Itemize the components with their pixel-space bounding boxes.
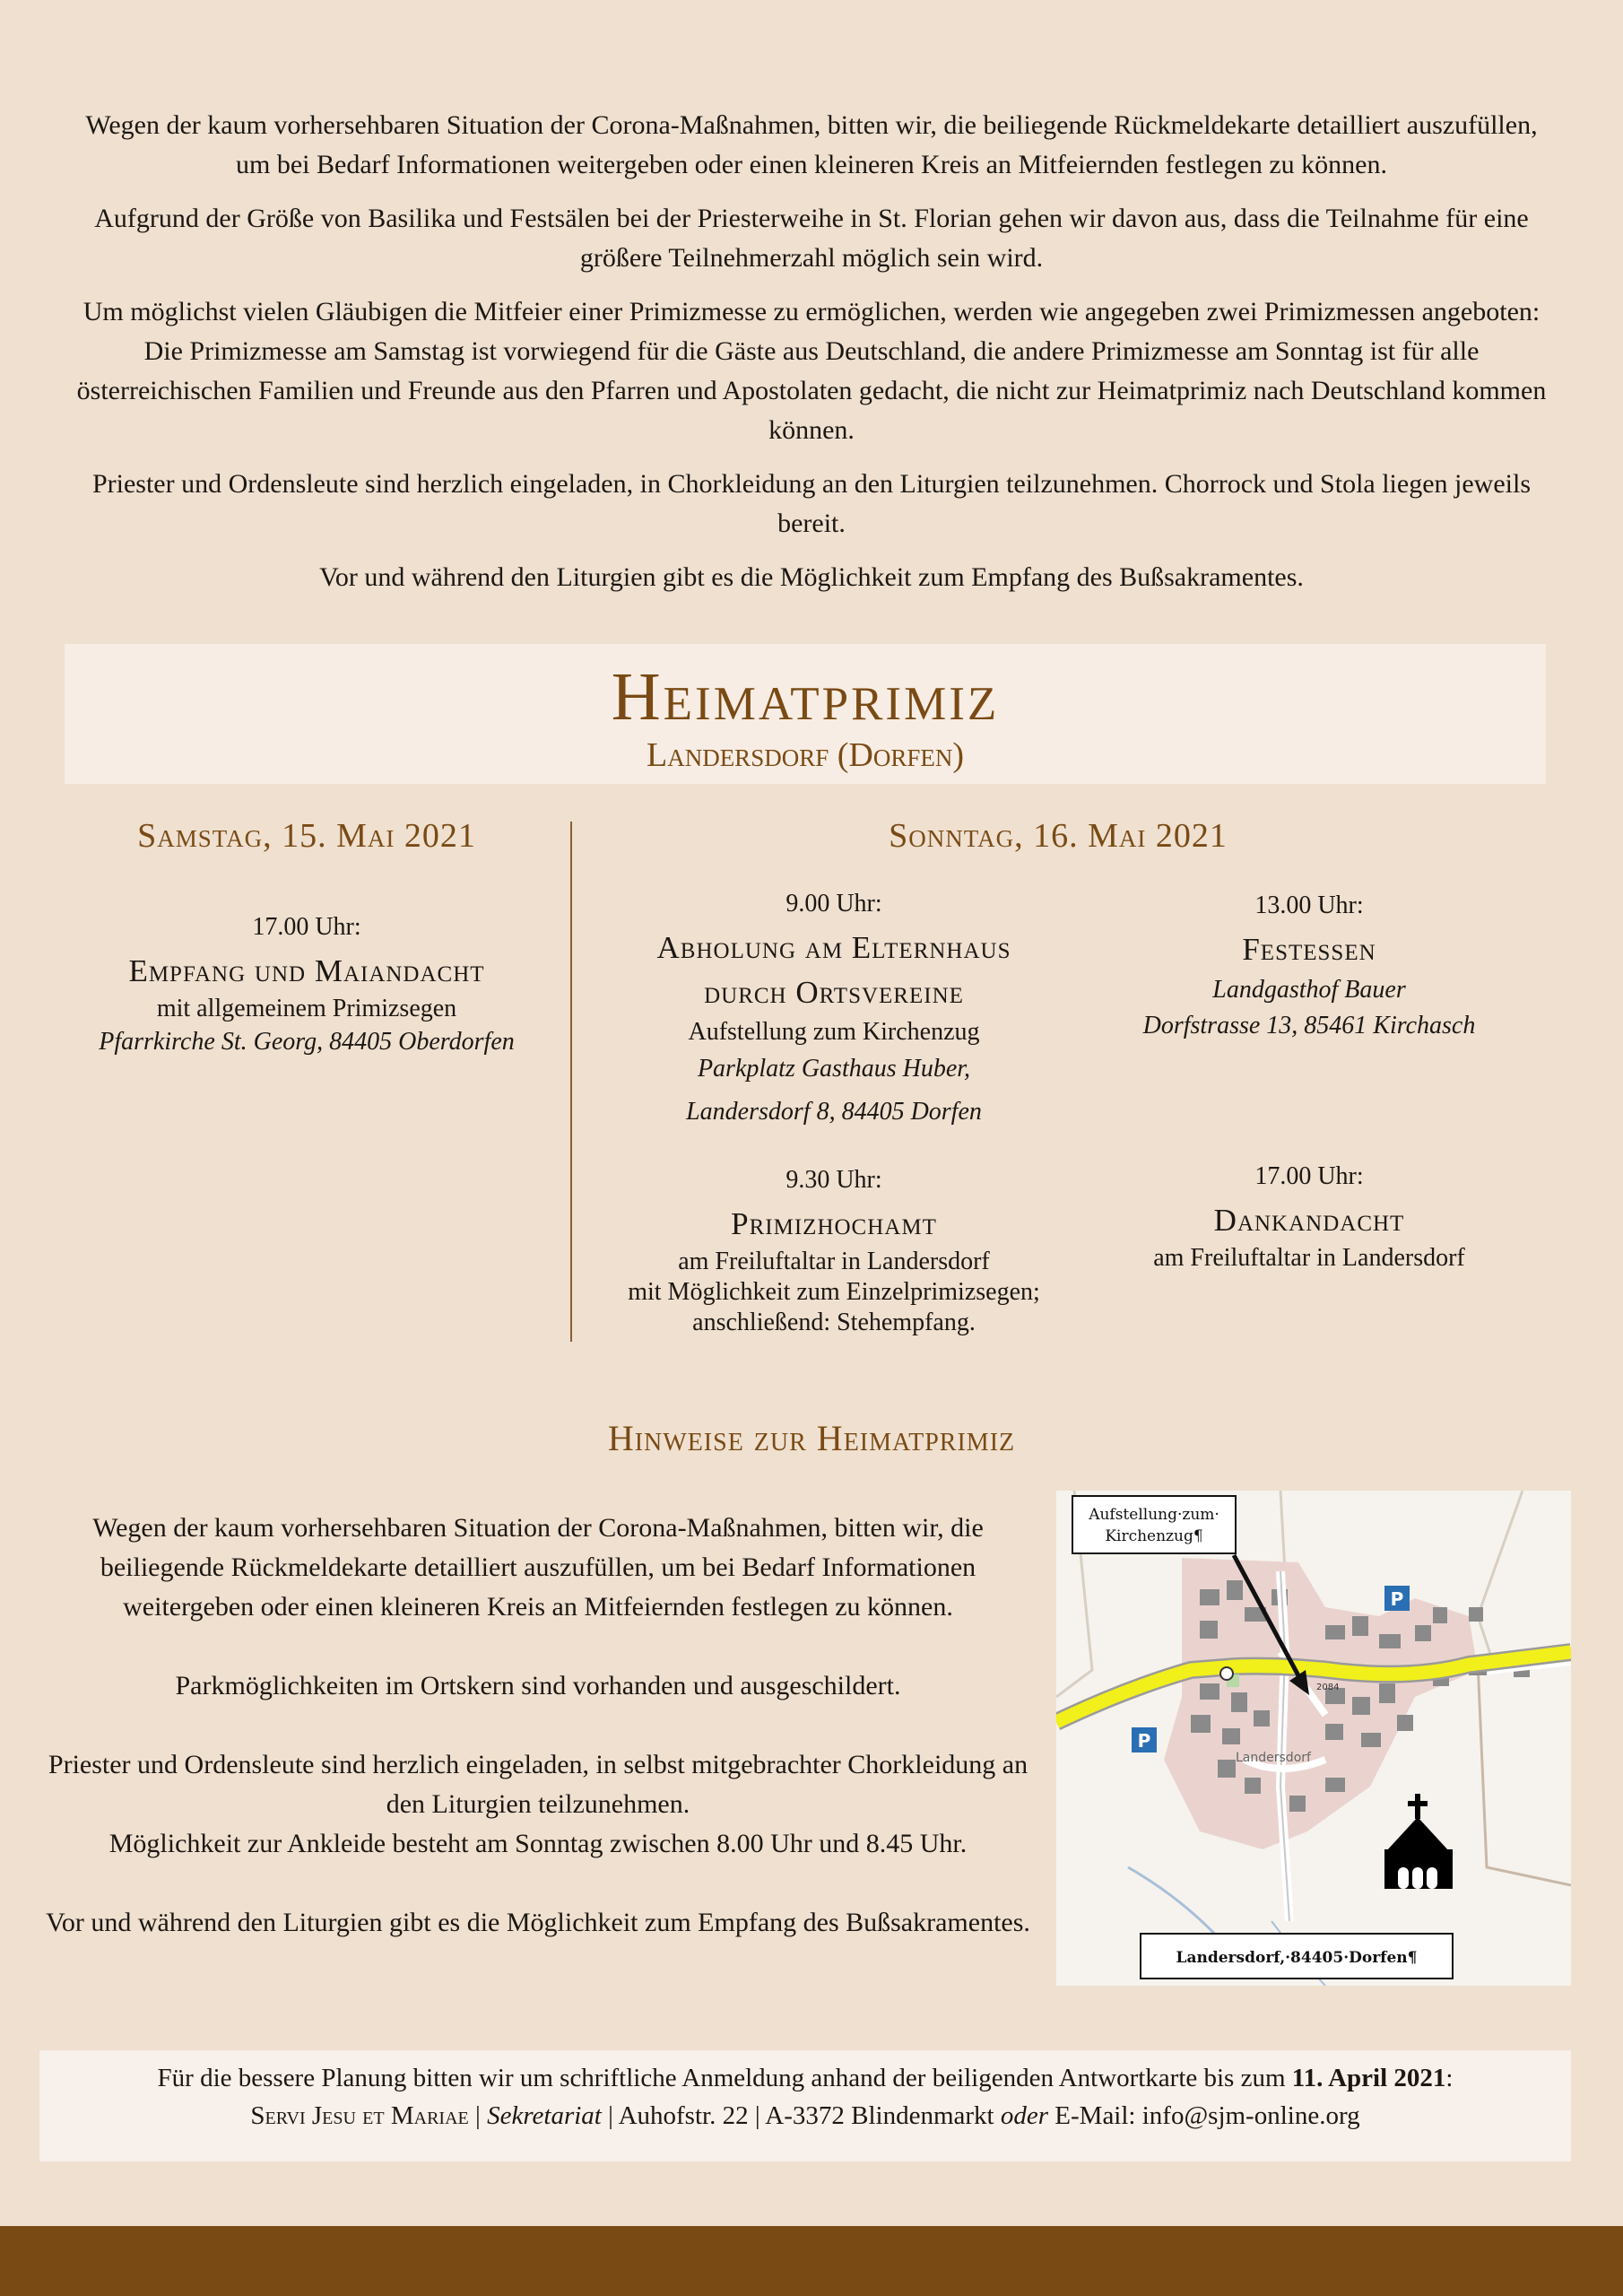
title-banner — [65, 644, 1546, 784]
sunday-event-4 — [1103, 1161, 1515, 1274]
intro-text — [72, 106, 1551, 612]
hints-heading: Hinweise zur Heimatprimiz — [607, 1418, 1016, 1458]
sunday-event-2-time: 9.30 Uhr: — [785, 1166, 882, 1194]
sunday-heading: Sonntag, 16. Mai 2021 — [889, 817, 1228, 855]
intro-paragraph-3: Um möglichst vielen Gläubigen die Mitfeier einer Primizmesse zu ermöglichen, werden wie angegeben zwei Primizmessen angeboten: Die Primizmesse am Samstag ist vorwiegend für die Gäste aus Deutschland, die andere Primizmesse am Sonntag ist für alle österreichischen Familien und Freunde aus den Pfarren und Apostolaten gedacht, die nicht zur Heimatprimiz nach Deutschland kommen können. — [76, 297, 1547, 445]
saturday-event: Empfang und Maiandacht — [128, 953, 485, 988]
map-callout-line-2: Kirchenzug¶ — [1105, 1527, 1203, 1545]
footer-text: Für die bessere Planung bitten wir um schriftliche Anmeldung anhand der beiligenden Antwortkarte bis zum — [157, 2064, 1286, 2092]
column-divider — [570, 822, 572, 1342]
sunday-event-4-desc: am Freiluftaltar in Landersdorf — [1153, 1244, 1465, 1272]
footer-office: Sekretariat — [487, 2101, 602, 2130]
footer-registration — [39, 2050, 1571, 2161]
footer-email[interactable]: E-Mail: info@sjm-online.org — [1055, 2101, 1360, 2130]
parking-sign-1 — [1384, 1586, 1410, 1611]
saturday-time: 17.00 Uhr: — [252, 913, 361, 941]
sunday-event-3-loc-1: Landgasthof Bauer — [1212, 976, 1406, 1004]
sunday-event-4-time: 17.00 Uhr: — [1254, 1162, 1364, 1190]
sunday-event-1-title-2: durch Ortsvereine — [704, 975, 964, 1010]
banner-subtitle: Landersdorf (Dorfen) — [646, 736, 964, 774]
hints-paragraph-4: Vor und während den Liturgien gibt es die Möglichkeit zum Empfang des Bußsakramentes. — [46, 1908, 1030, 1937]
banner-title: Heimatprimiz — [611, 659, 1000, 735]
footer-sep-2: | — [608, 2101, 613, 2130]
sunday-event-2-desc-3: anschließend: Stehempfang. — [692, 1309, 976, 1336]
footer-line-2 — [39, 2097, 1571, 2135]
sunday-event-2-desc-1: am Freiluftaltar in Landersdorf — [678, 1248, 990, 1275]
intro-paragraph-1: Wegen der kaum vorhersehbaren Situation der Corona-Maßnahmen, bitten wir, die beiliegende Rückmeldekarte detailliert auszufüllen, um bei Bedarf Informationen weitergeben oder einen kleineren Kreis an Mitfeiernden festlegen zu können. — [85, 110, 1538, 179]
sunday-event-2-desc-2: mit Möglichkeit zum Einzelprimizsegen; — [628, 1278, 1040, 1306]
footer-sep: | — [475, 2101, 481, 2130]
hints-paragraph-3b: Möglichkeit zur Ankleide besteht am Sonntag zwischen 8.00 Uhr und 8.45 Uhr. — [108, 1829, 968, 1858]
sunday-event-1 — [592, 888, 1076, 1134]
footer-address: Auhofstr. 22 | A-3372 Blindenmarkt — [618, 2101, 994, 2130]
hints-paragraph-3a: Priester und Ordensleute sind herzlich eingeladen, in selbst mitgebrachter Chorkleidung an den Liturgien teilzunehmen. — [48, 1750, 1028, 1819]
sunday-event-1-loc-2: Landersdorf 8, 84405 Dorfen — [686, 1098, 982, 1126]
parking-sign-2 — [1132, 1727, 1157, 1752]
intro-paragraph-5: Vor und während den Liturgien gibt es die Möglichkeit zum Empfang des Bußsakramentes. — [319, 562, 1304, 592]
sunday-event-2-title: Primizhochamt — [731, 1206, 937, 1241]
saturday-column — [65, 816, 549, 1060]
sunday-event-4-title: Dankandacht — [1213, 1203, 1405, 1238]
svg-text:P: P — [1390, 1588, 1404, 1610]
hints-paragraph-2: Parkmöglichkeiten im Ortskern sind vorhanden und ausgeschildert. — [175, 1671, 901, 1700]
saturday-heading: Samstag, 15. Mai 2021 — [137, 817, 476, 855]
sunday-event-1-time: 9.00 Uhr: — [785, 890, 882, 918]
saturday-location: Pfarrkirche St. Georg, 84405 Oberdorfen — [99, 1028, 515, 1056]
footer-or: oder — [1000, 2101, 1049, 2130]
sunday-event-3-title: Festessen — [1242, 932, 1376, 967]
hints-text — [39, 1509, 1037, 1982]
sunday-event-1-desc: Aufstellung zum Kirchenzug — [688, 1018, 980, 1046]
sunday-event-1-loc-1: Parkplatz Gasthaus Huber, — [697, 1055, 971, 1083]
intro-paragraph-2: Aufgrund der Größe von Basilika und Festsälen bei der Priesterweihe in St. Florian gehen wir davon aus, dass die Teilnahme für eine größere Teilnehmerzahl möglich sein wird. — [94, 204, 1529, 273]
footer-colon: : — [1445, 2064, 1454, 2092]
saturday-desc: mit allgemeinem Primizsegen — [156, 995, 457, 1022]
sunday-event-3-loc-2: Dorfstrasse 13, 85461 Kirchasch — [1142, 1012, 1476, 1039]
footer-org: Servi Jesu et Mariae — [250, 2101, 469, 2130]
sunday-event-2 — [592, 1164, 1076, 1338]
sunday-event-1-title-1: Abholung am Elternhaus — [656, 930, 1011, 965]
footer-deadline: 11. April 2021 — [1291, 2064, 1446, 2092]
map-callout-line-1: Aufstellung·zum· — [1089, 1506, 1219, 1524]
map-village-label: Landersdorf — [1236, 1751, 1311, 1765]
sunday-event-3 — [1103, 890, 1515, 1044]
hints-paragraph-1: Wegen der kaum vorhersehbaren Situation der Corona-Maßnahmen, bitten wir, die beiliegende Rückmeldekarte detailliert auszufüllen, um bei Bedarf Informationen weitergeben oder einen kleineren Kreis an Mitfeiernden festlegen zu können. — [92, 1513, 984, 1622]
intro-paragraph-4: Priester und Ordensleute sind herzlich eingeladen, in Chorkleidung an den Liturgien teilzunehmen. Chorrock und Stola liegen jeweils bereit. — [91, 469, 1532, 538]
bottom-bar — [0, 2226, 1623, 2296]
location-map — [1056, 1491, 1571, 1986]
map-address-text: Landersdorf,·84405·Dorfen¶ — [1176, 1949, 1418, 1967]
footer-line-1 — [39, 2059, 1571, 2097]
map-road-number: 2084 — [1316, 1683, 1340, 1692]
svg-text:P: P — [1137, 1730, 1151, 1752]
sunday-event-3-time: 13.00 Uhr: — [1254, 891, 1364, 919]
sunday-header — [592, 816, 1524, 856]
